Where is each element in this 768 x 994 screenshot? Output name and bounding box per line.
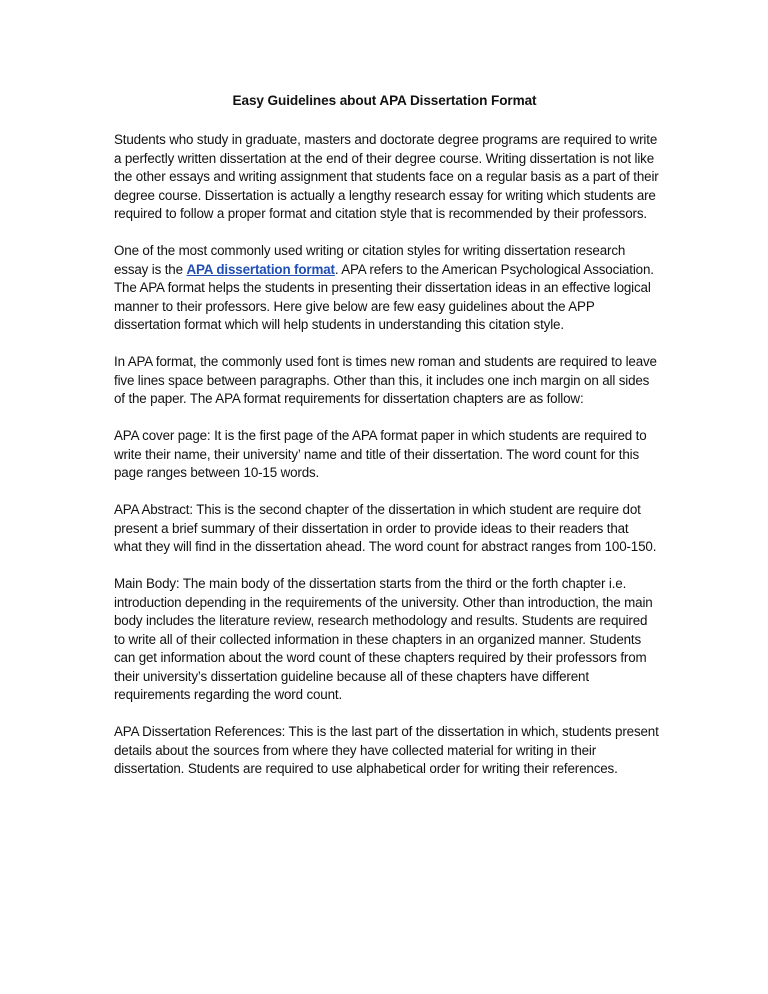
paragraph-text-before-link: One of the most commonly used writing or citation styles for writing dissertation research essay is the xyxy=(114,243,626,277)
paragraph-references: APA Dissertation References: This is the last part of the dissertation in which, students present details about the sources from where they have collected material for writing in their dissertation. Students are required to use alphabetical order for writing their references. xyxy=(114,724,659,776)
paragraph-text-after-link: . APA refers to the American Psychological Association. The APA format helps the students in presenting their dissertation ideas in an effective logical manner to their professors. Here give below are few easy guidelines about the APP dissertation format which will help students in understanding this citation style. xyxy=(114,261,654,332)
paragraph-abstract: APA Abstract: This is the second chapter of the dissertation in which student are require dot present a brief summary of their dissertation in order to provide ideas to their readers that what they will find in the dissertation ahead. The word count for abstract ranges from 100-150. xyxy=(114,502,657,554)
document-title: Easy Guidelines about APA Dissertation Format xyxy=(232,93,537,108)
document-body xyxy=(114,131,659,797)
paragraph-cover-page: APA cover page: It is the first page of the APA format paper in which students are required to write their name, their university’ name and title of their dissertation. The word count for this page ranges between 10-15 words. xyxy=(114,428,647,480)
paragraph-main-body: Main Body: The main body of the dissertation starts from the third or the forth chapter i.e. introduction depending in the requirements of the university. Other than introduction, the main body includes the literature review, research methodology and results. Students are required to write all of their collected information in these chapters in an organized manner. Students can get information about the word count of these chapters required by their professors from their university’s dissertation guideline because all of these chapters have different requirements regarding the word count. xyxy=(114,576,653,702)
paragraph-apa-format: In APA format, the commonly used font is times new roman and students are required to leave five lines space between paragraphs. Other than this, it includes one inch margin on all sides of the paper. The APA format requirements for dissertation chapters are as follow: xyxy=(114,354,657,406)
paragraph-citation-styles xyxy=(114,242,659,335)
apa-dissertation-format-link[interactable]: APA dissertation format xyxy=(186,261,335,277)
paragraph-intro: Students who study in graduate, masters and doctorate degree programs are required to write a perfectly written dissertation at the end of their degree course. Writing dissertation is not like the other essays and writing assignment that students face on a regular basis as a part of their degree course. Dissertation is actually a lengthy research essay for writing which students are required to follow a proper format and citation style that is recommended by their professors. xyxy=(114,132,659,221)
